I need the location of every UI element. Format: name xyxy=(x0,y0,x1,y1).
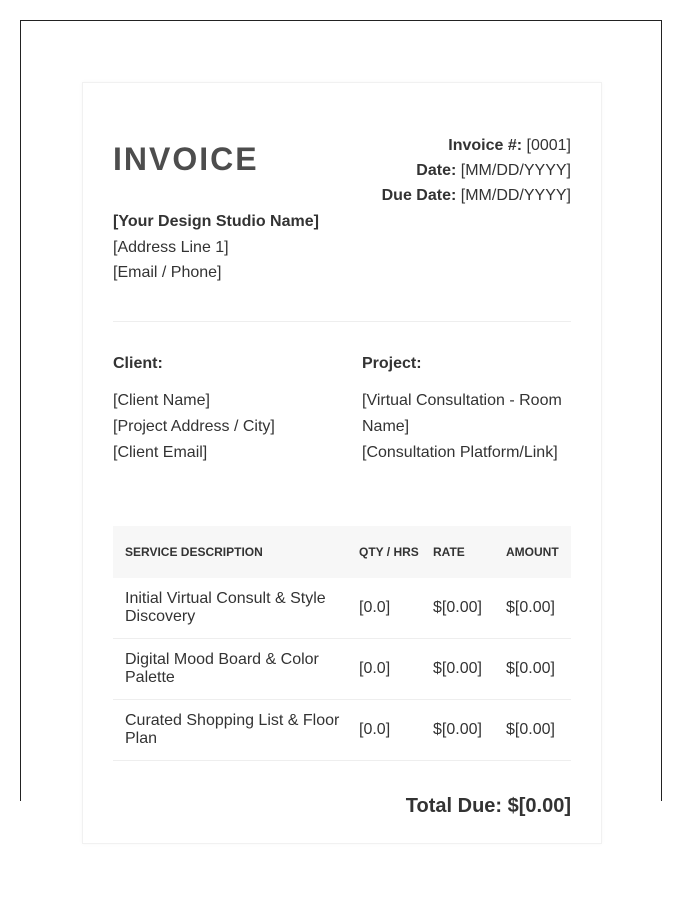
row-qty: [0.0] xyxy=(347,700,421,761)
row-description: Curated Shopping List & Floor Plan xyxy=(113,700,347,761)
header-amount: AMOUNT xyxy=(494,526,571,578)
invoice-sheet xyxy=(82,82,602,844)
table-row xyxy=(113,639,571,700)
studio-address: [Address Line 1] xyxy=(113,238,229,256)
client-email: [Client Email] xyxy=(113,444,208,461)
project-block xyxy=(362,355,572,466)
row-description: Digital Mood Board & Color Palette xyxy=(113,639,347,700)
header-rate: RATE xyxy=(421,526,494,578)
row-description: Initial Virtual Consult & Style Discovery xyxy=(113,578,347,639)
table-row xyxy=(113,578,571,639)
table-row xyxy=(113,700,571,761)
studio-contact: [Email / Phone] xyxy=(113,264,222,281)
invoice-date-line xyxy=(382,158,571,183)
client-heading: Client: xyxy=(113,355,163,372)
invoice-number-line xyxy=(382,133,571,158)
project-name: [Virtual Consultation - Room Name] xyxy=(362,392,562,435)
invoice-due-date-label: Due Date: xyxy=(381,187,457,204)
total-due: Total Due: $[0.00] xyxy=(405,795,571,817)
row-qty: [0.0] xyxy=(347,639,421,700)
invoice-number-label: Invoice #: xyxy=(448,137,523,154)
invoice-title: INVOICE xyxy=(113,141,259,177)
client-block xyxy=(113,355,333,466)
section-divider xyxy=(113,321,571,322)
row-rate: $[0.00] xyxy=(421,700,494,761)
row-amount: $[0.00] xyxy=(494,578,571,639)
invoice-due-date-value: [MM/DD/YYYY] xyxy=(460,187,571,204)
client-name: [Client Name] xyxy=(113,392,210,409)
invoice-number-value: [0001] xyxy=(526,137,571,154)
project-heading: Project: xyxy=(362,355,422,372)
client-address: [Project Address / City] xyxy=(113,418,275,435)
row-rate: $[0.00] xyxy=(421,578,494,639)
row-amount: $[0.00] xyxy=(494,639,571,700)
studio-name: [Your Design Studio Name] xyxy=(113,213,319,230)
row-qty: [0.0] xyxy=(347,578,421,639)
row-rate: $[0.00] xyxy=(421,639,494,700)
invoice-due-date-line xyxy=(382,183,571,208)
invoice-date-label: Date: xyxy=(416,162,457,179)
header-service-description: SERVICE DESCRIPTION xyxy=(113,526,347,578)
invoice-date-value: [MM/DD/YYYY] xyxy=(460,162,571,179)
table-header-row xyxy=(113,526,571,578)
document-frame xyxy=(20,20,662,817)
row-amount: $[0.00] xyxy=(494,700,571,761)
studio-info xyxy=(113,209,319,286)
invoice-meta xyxy=(382,133,571,208)
services-table xyxy=(113,526,571,761)
header-qty-hrs: QTY / HRS xyxy=(347,526,421,578)
project-platform: [Consultation Platform/Link] xyxy=(362,444,558,461)
